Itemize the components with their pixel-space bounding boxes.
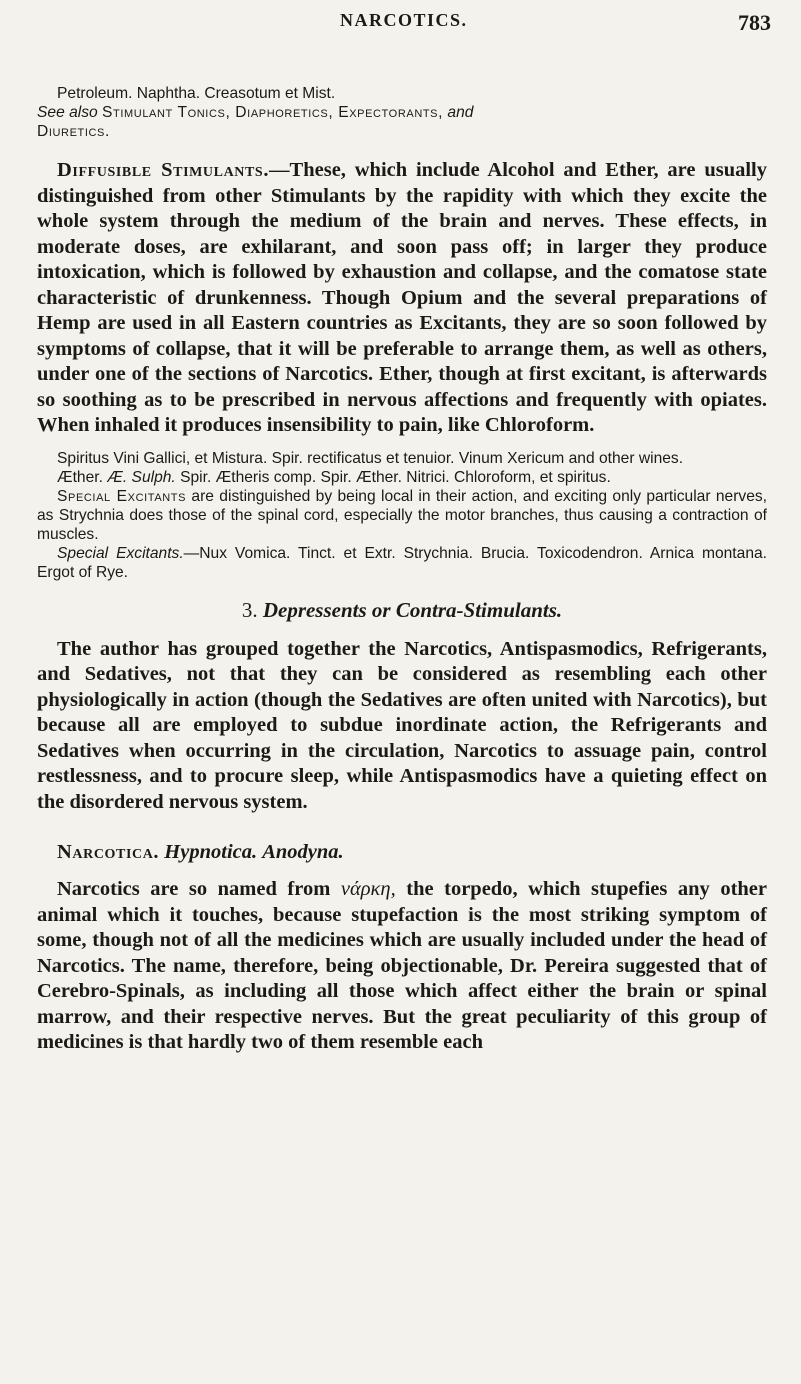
intro-paragraph: [37, 84, 767, 141]
special-list: —Nux Vomica. Tinct. et Extr. Strychnia. Brucia. Toxicodendron. Arnica montana. Ergot of Rye.: [37, 544, 767, 581]
spiritus-line: Spiritus Vini Gallici, et Mistura. Spir. rectificatus et tenuior. Vinum Xericum and other wines.: [57, 449, 684, 467]
see-also-last: Diuretics.: [37, 123, 110, 140]
hypnotica-label: Hypnotica.: [164, 841, 258, 863]
header-title: NARCOTICS.: [340, 10, 468, 30]
anodyna-label: Anodyna.: [262, 841, 344, 863]
diffusible-paragraph: [37, 158, 767, 439]
intro-line: Petroleum. Naphtha. Creasotum et Mist.: [57, 85, 336, 102]
aether-start: Æther.: [57, 468, 103, 486]
see-also-label: See also: [37, 104, 98, 121]
diffusible-heading: Diffusible Stimulants.: [57, 159, 270, 181]
narcotica-body-after: the torpedo, which stupefies any other animal which it touches, because stupefaction is the most striking symptom of some, though not of all the medicines which are usually included under the head of Narcotics. The name, therefore, being objectionable, Dr. Pereira suggested that of Cerebro-Spinals, as including all those which affect either the brain or spinal marrow, and their respective nerves. But the great peculiarity of this group of medicines is that hardly two of them resemble each: [37, 878, 768, 1053]
narcotica-heading: [57, 841, 767, 864]
special-heading: Special Excitants: [57, 487, 187, 505]
body-text: [37, 84, 767, 1056]
aether-rest: Spir. Ætheris comp. Spir. Æther. Nitrici. Chloroform, et spiritus.: [180, 468, 611, 486]
diffusible-body: —These, which include Alcohol and Ether, are usually distinguished from other Stimulants by the rapidity with which they excite the whole system through the medium of the brain and nerves. These effects, in moderate doses, are exhilarant, and soon pass off; in larger they produce intoxication, which is followed by exhaustion and collapse, and the comatose state characteristic of drunkenness. Though Opium and the several preparations of Hemp are used in all Eastern countries as Excitants, they are so soon followed by symptoms of collapse, that it will be preferable to arrange them, as well as others, under one of the sections of Narcotics. Ether, though at first excitant, is afterwards so soothing as to be prescribed in nervous affections and frequently with opiates. When inhaled it produces insensibility to pain, like Chloroform.: [37, 159, 767, 436]
aether-paragraph: [37, 468, 767, 487]
special-body: are distinguished by being local in their action, and exciting only particular nerves, as Strychnia does those of the spinal cord, especially the motor branches, thus causing a contraction of muscles.: [37, 487, 767, 543]
page-number: 783: [738, 10, 771, 35]
spiritus-paragraph: [37, 449, 767, 468]
special-paragraph: [37, 487, 767, 544]
section-3-heading: [37, 598, 767, 623]
section-3-title: Depressents or Contra-Stimulants.: [262, 597, 563, 622]
section-3-number: 3.: [241, 597, 258, 622]
running-head: [0, 10, 801, 50]
narcotica-paragraph: [37, 877, 767, 1056]
greek-word: νάρκη,: [340, 878, 396, 900]
narcotica-body-before: Narcotics are so named from: [57, 878, 331, 900]
special-list-paragraph: [37, 544, 767, 582]
see-also-list: Stimulant Tonics, Diaphoretics, Expectorants,: [102, 104, 444, 121]
and-word: and: [447, 104, 474, 121]
section-3-body: The author has grouped together the Narcotics, Antispasmodics, Refrigerants, and Sedatives, not that they can be considered as resembling each other physiologically in action (though the Sedatives are often united with Narcotics), but because all are employed to subdue inordinate action, the Refrigerants and Sedatives when occurring in the circulation, Narcotics to assuage pain, control restlessness, and to procure sleep, while Antispasmodics have a quieting effect on the disordered nervous system.: [37, 637, 767, 813]
special-list-label: Special Excitants.: [57, 544, 184, 562]
narcotica-label: Narcotica.: [57, 841, 160, 863]
aether-sulph: Æ. Sulph.: [107, 468, 176, 486]
